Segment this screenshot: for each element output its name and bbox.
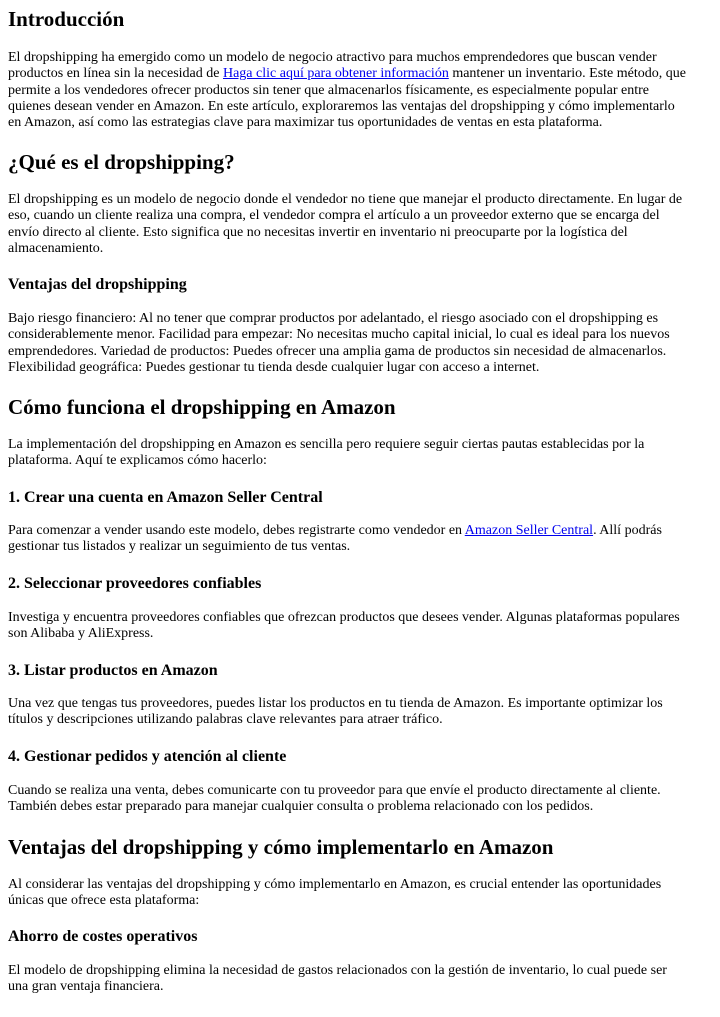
text-line: únicas que ofrece esta plataforma: <box>8 893 200 909</box>
text-line: permite a los vendedores ofrecer productos sin tener que almacenarlos físicamente, es especialmente popular entre <box>8 82 650 98</box>
paragraph-step-1 <box>8 523 712 556</box>
paragraph-introduccion <box>8 50 712 131</box>
text-segment: Para comenzar a vender usando este modelo, debes registrarte como vendedor en <box>8 523 465 538</box>
text-line: títulos y descripciones utilizando palabras clave relevantes para atraer tráfico. <box>8 712 443 728</box>
text-segment: . Allí podrás <box>593 523 662 538</box>
paragraph-que-es <box>8 192 712 257</box>
text-line: una gran ventaja financiera. <box>8 979 164 995</box>
subheading-step-3: 3. Listar productos en Amazon <box>8 662 218 679</box>
paragraph-ahorro <box>8 963 712 996</box>
paragraph-como-funciona <box>8 437 712 470</box>
text-line: La implementación del dropshipping en Amazon es sencilla pero requiere seguir ciertas pautas establecidas por la <box>8 437 645 452</box>
text-line: Investiga y encuentra proveedores confiables que ofrezcan productos que desees vender. Algunas plataformas populares <box>8 610 680 625</box>
text-line: El modelo de dropshipping elimina la necesidad de gastos relacionados con la gestión de inventario, lo cual puede ser <box>8 963 667 978</box>
text-line: Una vez que tengas tus proveedores, puedes listar los productos en tu tienda de Amazon. Es importante optimizar los <box>8 696 663 711</box>
text-line: son Alibaba y AliExpress. <box>8 626 154 642</box>
text-line: Cuando se realiza una venta, debes comunicarte con tu proveedor para que envíe el producto directamente al cliente. <box>8 783 661 798</box>
heading-ventajas-implementar: Ventajas del dropshipping y cómo implementarlo en Amazon <box>8 835 554 859</box>
text-segment: mantener un inventario. Este método, que <box>448 66 686 82</box>
text-line: El dropshipping es un modelo de negocio donde el vendedor no tiene que manejar el producto directamente. En lugar de <box>8 192 683 207</box>
text-line: en Amazon, así como las estrategias clave para maximizar tus oportunidades de ventas en esta plataforma. <box>8 115 603 131</box>
info-link[interactable]: Haga clic aquí para obtener información <box>222 66 449 82</box>
text-line <box>8 66 712 82</box>
text-line: También debes estar preparado para manejar cualquier consulta o problema relacionado con los pedidos. <box>8 799 594 815</box>
text-line: plataforma. Aquí te explicamos cómo hacerlo: <box>8 453 267 469</box>
paragraph-ventajas-implementar <box>8 877 712 910</box>
text-line: Flexibilidad geográfica: Puedes gestionar tu tienda desde cualquier lugar con acceso a internet. <box>8 359 540 375</box>
heading-como-funciona: Cómo funciona el dropshipping en Amazon <box>8 395 396 419</box>
text-line: El dropshipping ha emergido como un modelo de negocio atractivo para muchos emprendedores que buscan vender <box>8 50 657 65</box>
text-line: Bajo riesgo financiero: Al no tener que comprar productos por adelantado, el riesgo asociado con el dropshipping es <box>8 311 659 326</box>
text-line: considerablemente menor. Facilidad para empezar: No necesitas mucho capital inicial, lo cual es ideal para los nuevos <box>8 327 670 343</box>
paragraph-step-3 <box>8 696 712 729</box>
subheading-step-1: 1. Crear una cuenta en Amazon Seller Central <box>8 489 323 506</box>
text-line: eso, cuando un cliente realiza una compra, el vendedor compra el artículo a un proveedor externo que se encarga del <box>8 208 660 224</box>
heading-introduccion: Introducción <box>8 7 125 31</box>
paragraph-step-2 <box>8 610 712 643</box>
paragraph-ventajas <box>8 311 712 376</box>
text-line: emprendedores. Variedad de productos: Puedes ofrecer una amplia gama de productos sin necesidad de almacenarlos. <box>8 343 667 359</box>
paragraph-step-4 <box>8 783 712 816</box>
subheading-ventajas: Ventajas del dropshipping <box>8 276 187 293</box>
subheading-step-2: 2. Seleccionar proveedores confiables <box>8 575 262 592</box>
text-line: almacenamiento. <box>8 240 104 256</box>
text-line: Al considerar las ventajas del dropshipping y cómo implementarlo en Amazon, es crucial entender las oportunidades <box>8 877 662 892</box>
subheading-ahorro: Ahorro de costes operativos <box>8 928 198 945</box>
text-line: envío directo al cliente. Esto significa que no necesitas invertir en inventario ni preocuparte por la logística del <box>8 224 628 240</box>
text-segment: productos en línea sin la necesidad de <box>8 66 223 82</box>
text-line: quienes desean vender en Amazon. En este artículo, exploraremos las ventajas del dropshipping y cómo implementarlo <box>8 98 675 114</box>
subheading-step-4: 4. Gestionar pedidos y atención al cliente <box>8 748 287 765</box>
heading-que-es: ¿Qué es el dropshipping? <box>8 150 235 174</box>
text-line: gestionar tus listados y realizar un seguimiento de tus ventas. <box>8 539 351 555</box>
text-line <box>8 523 712 539</box>
amazon-seller-central-link[interactable]: Amazon Seller Central <box>464 523 594 538</box>
